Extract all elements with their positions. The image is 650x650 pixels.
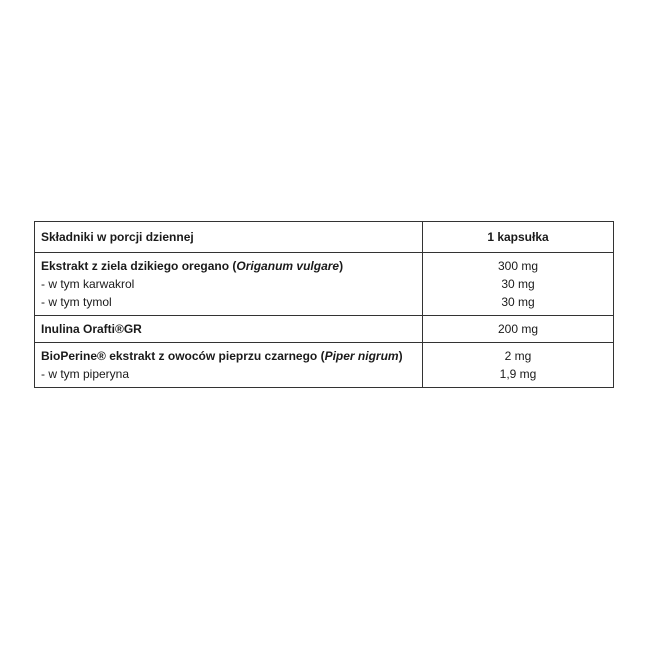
ingredients-table	[34, 221, 614, 388]
oregano-value-cell	[423, 253, 614, 316]
carvacrol-value: 30 mg	[501, 277, 535, 291]
bioperine-value-cell	[423, 343, 614, 388]
oregano-value: 300 mg	[497, 259, 539, 273]
header-per-capsule: 1 kapsułka	[423, 222, 614, 253]
thymol-value: 30 mg	[501, 295, 535, 309]
table-header-row	[35, 222, 614, 253]
header-ingredients: Składniki w porcji dziennej	[35, 222, 423, 253]
bioperine-name-cell	[35, 343, 423, 388]
bioperine-name: BioPerine® ekstrakt z owoców pieprzu czarnego (Piper nigrum)	[41, 349, 403, 363]
oregano-name-cell	[35, 253, 423, 316]
inulin-name: Inulina Orafti®GR	[35, 316, 423, 343]
table-row-inulin	[35, 316, 614, 343]
piperine-label: - w tym piperyna	[41, 367, 130, 381]
carvacrol-label: - w tym karwakrol	[41, 277, 135, 291]
bioperine-value: 2 mg	[504, 349, 532, 363]
bioperine-latin-name: Piper nigrum	[324, 349, 399, 363]
inulin-value: 200 mg	[423, 316, 614, 343]
oregano-name: Ekstrakt z ziela dzikiego oregano (Origanum vulgare)	[41, 259, 344, 273]
thymol-label: - w tym tymol	[41, 295, 112, 309]
table-row-oregano	[35, 253, 614, 316]
oregano-latin-name: Origanum vulgare	[236, 259, 340, 273]
table-row-bioperine	[35, 343, 614, 388]
piperine-value: 1,9 mg	[499, 367, 537, 381]
